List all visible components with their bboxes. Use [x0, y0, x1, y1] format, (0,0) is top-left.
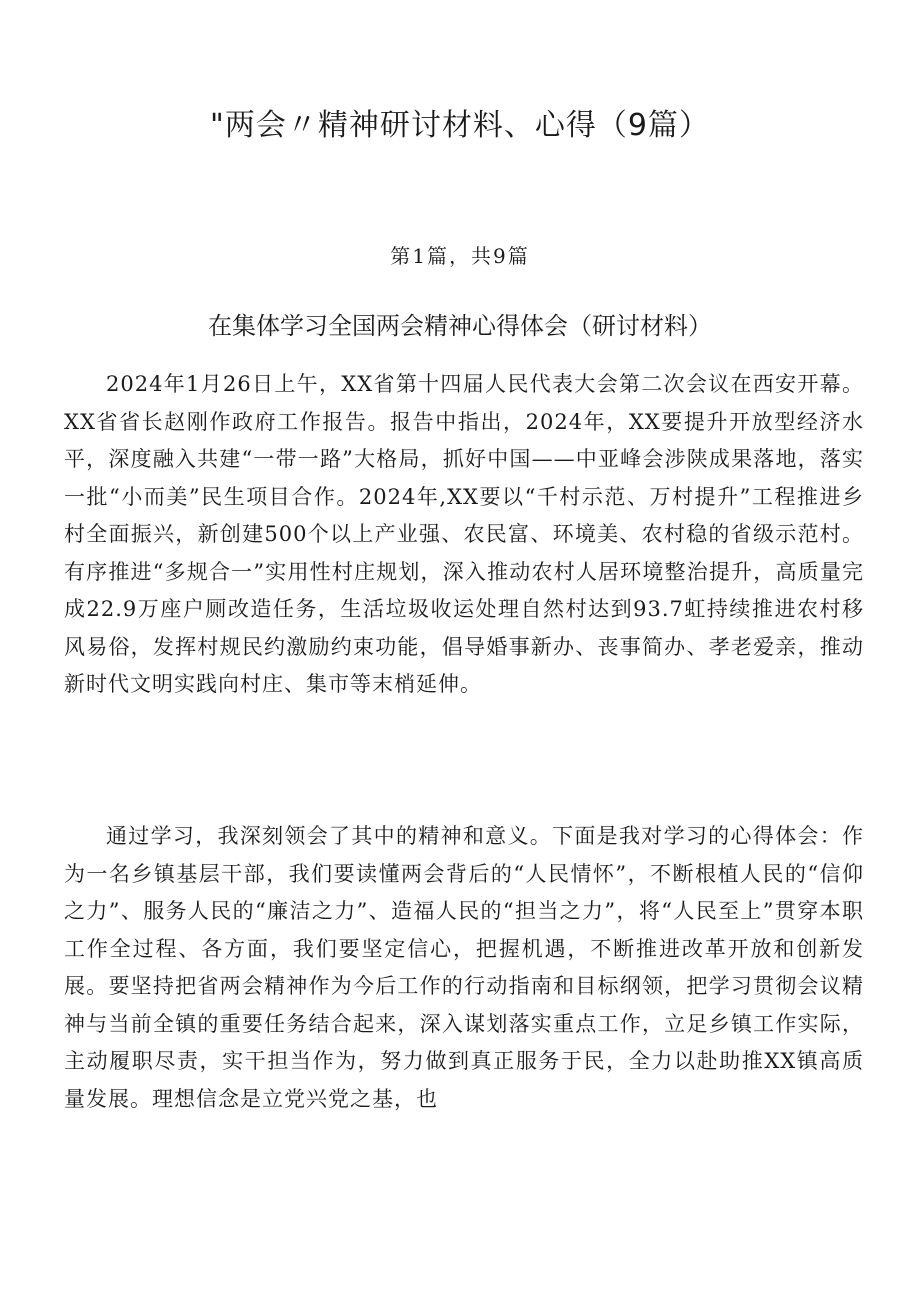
part-label: 第1篇，共9篇: [390, 244, 530, 268]
section-title: 在集体学习全国两会精神心得体会（研讨材料）: [208, 312, 712, 340]
document-title: "两会〃精神研讨材料、心得（9篇）: [210, 108, 710, 143]
body-paragraph-1: 2024年1月26日上午，XX省第十四届人民代表大会第二次会议在西安开幕。XX省省长赵刚作政府工作报告。报告中指出，2024年，XX要提升开放型经济水平，深度融入共建“一带一路”大格局，抓好中国——中亚峰会涉陕成果落地，落实一批“小而美”民生项目合作。2024年,XX要以“千村示范、万村提升”工程推进乡村全面振兴，新创建500个以上产业强、农民富、环境美、农村稳的省级示范村。有序推进“多规合一”实用性村庄规划，深入推动农村人居环境整治提升，高质量完成22.9万座户厕改造任务，生活垃圾收运处理自然村达到93.7虹持续推进农村移风易俗，发挥村规民约激励约束功能，倡导婚事新办、丧事简办、孝老爱亲，推动新时代文明实践向村庄、集市等末梢延伸。: [64, 372, 864, 696]
body-paragraph-2: 通过学习，我深刻领会了其中的精神和意义。下面是我对学习的心得体会：作为一名乡镇基层干部，我们要读懂两会背后的“人民情怀”，不断根植人民的“信仰之力”、服务人民的“廉洁之力”、造福人民的“担当之力”，将“人民至上”贯穿本职工作全过程、各方面，我们要坚定信心，把握机遇，不断推进改革开放和创新发展。要坚持把省两会精神作为今后工作的行动指南和目标纲领，把学习贯彻会议精神与当前全镇的重要任务结合起来，深入谋划落实重点工作，立足乡镇工作实际，主动履职尽责，实干担当作为，努力做到真正服务于民，全力以赴助推XX镇高质量发展。理想信念是立党兴党之基，也: [64, 824, 864, 1111]
